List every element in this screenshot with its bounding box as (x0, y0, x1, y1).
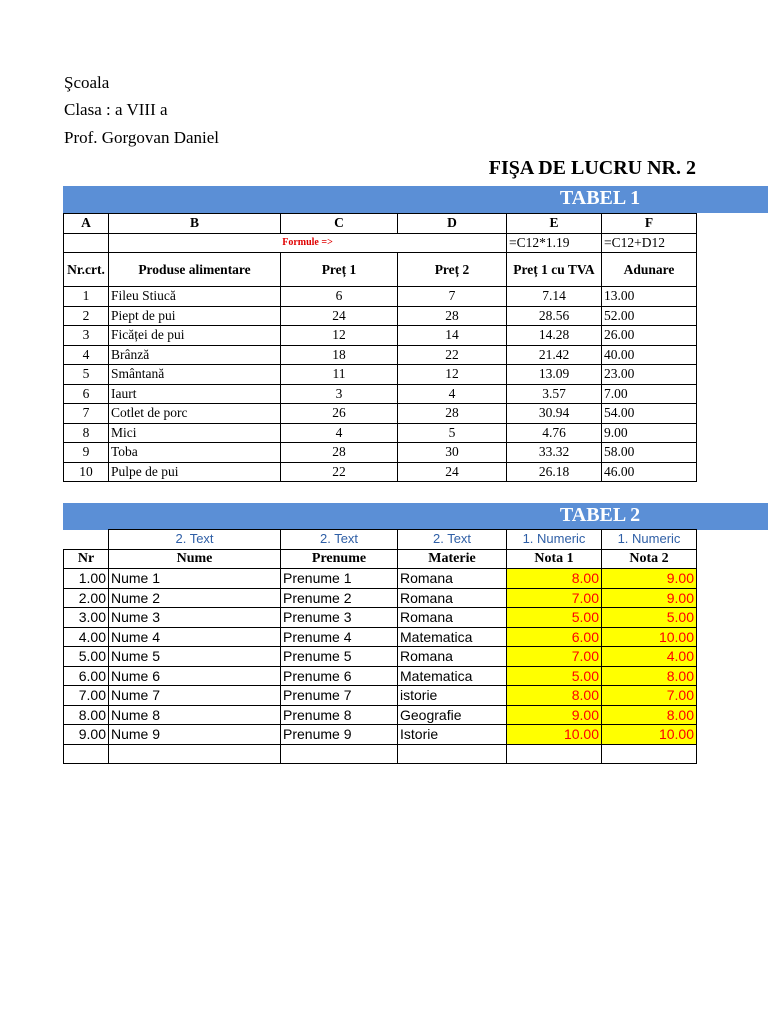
data-type-label[interactable]: 2. Text (109, 530, 281, 550)
grade-2[interactable]: 9.00 (602, 569, 697, 589)
sum[interactable]: 26.00 (602, 326, 697, 346)
table-row (64, 647, 697, 667)
subject[interactable]: Istorie (398, 725, 507, 745)
teacher-line: Prof. Gorgovan Daniel (64, 128, 220, 147)
row-number[interactable]: 8 (64, 423, 109, 443)
row-number[interactable]: 6.00 (64, 666, 109, 686)
grade-2[interactable]: 8.00 (602, 705, 697, 725)
first-name[interactable]: Prenume 1 (281, 569, 398, 589)
column-letter[interactable]: D (398, 214, 507, 234)
last-name[interactable]: Nume 1 (109, 569, 281, 589)
subject[interactable]: istorie (398, 686, 507, 706)
price-1[interactable]: 24 (281, 306, 398, 326)
column-letter[interactable]: E (507, 214, 602, 234)
price-2[interactable]: 24 (398, 462, 507, 482)
price-1[interactable]: 3 (281, 384, 398, 404)
table-row (64, 666, 697, 686)
grade-2[interactable]: 4.00 (602, 647, 697, 667)
column-letter[interactable]: F (602, 214, 697, 234)
price-2[interactable]: 28 (398, 306, 507, 326)
table-row (64, 725, 697, 745)
column-header[interactable]: Preț 1 (281, 253, 398, 287)
data-type-label[interactable]: 2. Text (281, 530, 398, 550)
formula-e[interactable]: =C12*1.19 (507, 233, 602, 253)
last-name[interactable]: Nume 7 (109, 686, 281, 706)
first-name[interactable]: Prenume 4 (281, 627, 398, 647)
subject[interactable]: Romana (398, 588, 507, 608)
column-header[interactable]: Adunare (602, 253, 697, 287)
table-row (64, 306, 697, 326)
price-2[interactable]: 30 (398, 443, 507, 463)
last-name[interactable]: Nume 8 (109, 705, 281, 725)
row-number[interactable]: 9 (64, 443, 109, 463)
price-1[interactable]: 28 (281, 443, 398, 463)
price-vat[interactable]: 7.14 (507, 287, 602, 307)
row-number[interactable]: 9.00 (64, 725, 109, 745)
subject[interactable]: Matematica (398, 666, 507, 686)
grade-1[interactable]: 10.00 (507, 725, 602, 745)
last-name[interactable]: Nume 2 (109, 588, 281, 608)
empty-row (64, 744, 697, 764)
price-1[interactable]: 18 (281, 345, 398, 365)
table-row (64, 384, 697, 404)
price-2[interactable]: 12 (398, 365, 507, 385)
formula-f[interactable]: =C12+D12 (602, 233, 697, 253)
first-name[interactable]: Prenume 3 (281, 608, 398, 628)
sum[interactable]: 58.00 (602, 443, 697, 463)
row-number[interactable]: 10 (64, 462, 109, 482)
subject[interactable]: Romana (398, 608, 507, 628)
table-row (64, 705, 697, 725)
grade-1[interactable]: 5.00 (507, 608, 602, 628)
column-letter[interactable]: C (281, 214, 398, 234)
product-name[interactable]: Fileu Stiucă (109, 287, 281, 307)
table2 (63, 529, 697, 764)
page-title: FIŞA DE LUCRU NR. 2 (488, 157, 696, 179)
data-type-label[interactable]: 1. Numeric (602, 530, 697, 550)
grade-2[interactable]: 5.00 (602, 608, 697, 628)
row-number[interactable]: 5 (64, 365, 109, 385)
last-name[interactable]: Nume 9 (109, 725, 281, 745)
price-vat[interactable]: 21.42 (507, 345, 602, 365)
table1-band (63, 186, 768, 213)
sum[interactable]: 7.00 (602, 384, 697, 404)
table1-letter-row (64, 214, 697, 234)
sum[interactable]: 40.00 (602, 345, 697, 365)
price-2[interactable]: 4 (398, 384, 507, 404)
empty-cell[interactable] (64, 530, 109, 550)
table2-type-row (64, 530, 697, 550)
price-2[interactable]: 28 (398, 404, 507, 424)
price-1[interactable]: 22 (281, 462, 398, 482)
grade-1[interactable]: 5.00 (507, 666, 602, 686)
subject[interactable]: Matematica (398, 627, 507, 647)
price-vat[interactable]: 3.57 (507, 384, 602, 404)
table-row (64, 627, 697, 647)
price-2[interactable]: 22 (398, 345, 507, 365)
last-name[interactable]: Nume 5 (109, 647, 281, 667)
grade-2[interactable]: 10.00 (602, 627, 697, 647)
empty-cell[interactable] (64, 744, 109, 764)
grade-1[interactable]: 8.00 (507, 686, 602, 706)
table-row (64, 404, 697, 424)
subject[interactable]: Geografie (398, 705, 507, 725)
product-name[interactable]: Smântană (109, 365, 281, 385)
table-row (64, 686, 697, 706)
sum[interactable]: 23.00 (602, 365, 697, 385)
empty-cell[interactable] (507, 744, 602, 764)
subject[interactable]: Romana (398, 647, 507, 667)
grade-1[interactable]: 7.00 (507, 647, 602, 667)
formula-label[interactable]: Formule => (109, 233, 507, 253)
product-name[interactable]: Brânză (109, 345, 281, 365)
column-header[interactable]: Nr.crt. (64, 253, 109, 287)
grade-1[interactable]: 6.00 (507, 627, 602, 647)
row-number[interactable]: 7.00 (64, 686, 109, 706)
sum[interactable]: 9.00 (602, 423, 697, 443)
sum[interactable]: 46.00 (602, 462, 697, 482)
price-vat[interactable]: 4.76 (507, 423, 602, 443)
column-header[interactable]: Nr (64, 549, 109, 569)
row-number[interactable]: 8.00 (64, 705, 109, 725)
school-line: Şcoala (64, 73, 110, 92)
product-name[interactable]: Iaurt (109, 384, 281, 404)
price-2[interactable]: 5 (398, 423, 507, 443)
product-name[interactable]: Mici (109, 423, 281, 443)
last-name[interactable]: Nume 4 (109, 627, 281, 647)
grade-2[interactable]: 8.00 (602, 666, 697, 686)
row-number[interactable]: 6 (64, 384, 109, 404)
table-row (64, 462, 697, 482)
table-row (64, 569, 697, 589)
column-header[interactable]: Materie (398, 549, 507, 569)
table-row (64, 345, 697, 365)
grade-2[interactable]: 9.00 (602, 588, 697, 608)
grade-2[interactable]: 7.00 (602, 686, 697, 706)
price-2[interactable]: 7 (398, 287, 507, 307)
price-1[interactable]: 12 (281, 326, 398, 346)
table1-title: TABEL 1 (559, 187, 641, 209)
product-name[interactable]: Piept de pui (109, 306, 281, 326)
row-number[interactable]: 4 (64, 345, 109, 365)
price-vat[interactable]: 26.18 (507, 462, 602, 482)
column-letter[interactable]: A (64, 214, 109, 234)
price-vat[interactable]: 33.32 (507, 443, 602, 463)
first-name[interactable]: Prenume 8 (281, 705, 398, 725)
sum[interactable]: 52.00 (602, 306, 697, 326)
data-type-label[interactable]: 2. Text (398, 530, 507, 550)
table-row (64, 326, 697, 346)
empty-cell[interactable] (64, 233, 109, 253)
grade-1[interactable]: 9.00 (507, 705, 602, 725)
column-header[interactable]: Produse alimentare (109, 253, 281, 287)
table2-title: TABEL 2 (559, 504, 641, 526)
price-vat[interactable]: 13.09 (507, 365, 602, 385)
table2-header-row (64, 549, 697, 569)
table1 (63, 213, 697, 482)
table-row (64, 588, 697, 608)
row-number[interactable]: 4.00 (64, 627, 109, 647)
price-vat[interactable]: 30.94 (507, 404, 602, 424)
first-name[interactable]: Prenume 6 (281, 666, 398, 686)
empty-cell[interactable] (602, 744, 697, 764)
table-row (64, 423, 697, 443)
first-name[interactable]: Prenume 7 (281, 686, 398, 706)
column-header[interactable]: Preț 1 cu TVA (507, 253, 602, 287)
column-header[interactable]: Prenume (281, 549, 398, 569)
price-vat[interactable]: 28.56 (507, 306, 602, 326)
row-number[interactable]: 3 (64, 326, 109, 346)
product-name[interactable]: Pulpe de pui (109, 462, 281, 482)
price-1[interactable]: 11 (281, 365, 398, 385)
last-name[interactable]: Nume 3 (109, 608, 281, 628)
subject[interactable]: Romana (398, 569, 507, 589)
column-letter[interactable]: B (109, 214, 281, 234)
table-row (64, 287, 697, 307)
first-name[interactable]: Prenume 2 (281, 588, 398, 608)
table1-header-row (64, 253, 697, 287)
empty-cell[interactable] (109, 744, 281, 764)
empty-cell[interactable] (281, 744, 398, 764)
row-number[interactable]: 2 (64, 306, 109, 326)
row-number[interactable]: 1 (64, 287, 109, 307)
column-header[interactable]: Preț 2 (398, 253, 507, 287)
data-type-label[interactable]: 1. Numeric (507, 530, 602, 550)
price-1[interactable]: 26 (281, 404, 398, 424)
column-header[interactable]: Nume (109, 549, 281, 569)
price-vat[interactable]: 14.28 (507, 326, 602, 346)
sum[interactable]: 13.00 (602, 287, 697, 307)
row-number[interactable]: 5.00 (64, 647, 109, 667)
product-name[interactable]: Cotlet de porc (109, 404, 281, 424)
product-name[interactable]: Toba (109, 443, 281, 463)
first-name[interactable]: Prenume 5 (281, 647, 398, 667)
class-line: Clasa : a VIII a (64, 100, 168, 119)
row-number[interactable]: 2.00 (64, 588, 109, 608)
table-row (64, 365, 697, 385)
row-number[interactable]: 7 (64, 404, 109, 424)
table-row (64, 608, 697, 628)
last-name[interactable]: Nume 6 (109, 666, 281, 686)
sum[interactable]: 54.00 (602, 404, 697, 424)
table1-formula-row (64, 233, 697, 253)
price-1[interactable]: 4 (281, 423, 398, 443)
product-name[interactable]: Ficăței de pui (109, 326, 281, 346)
table-row (64, 443, 697, 463)
grade-2[interactable]: 10.00 (602, 725, 697, 745)
table2-band (63, 503, 768, 530)
first-name[interactable]: Prenume 9 (281, 725, 398, 745)
empty-cell[interactable] (398, 744, 507, 764)
row-number[interactable]: 3.00 (64, 608, 109, 628)
column-header[interactable]: Nota 2 (602, 549, 697, 569)
grade-1[interactable]: 7.00 (507, 588, 602, 608)
column-header[interactable]: Nota 1 (507, 549, 602, 569)
row-number[interactable]: 1.00 (64, 569, 109, 589)
price-1[interactable]: 6 (281, 287, 398, 307)
price-2[interactable]: 14 (398, 326, 507, 346)
grade-1[interactable]: 8.00 (507, 569, 602, 589)
